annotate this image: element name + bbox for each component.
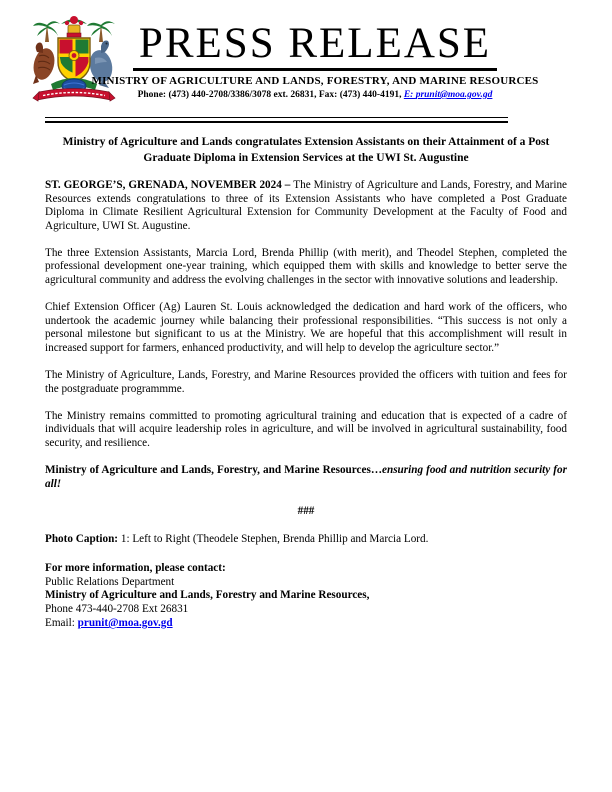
contact-ministry: Ministry of Agriculture and Lands, Forestry and Marine Resources, — [45, 589, 370, 602]
header-email-link[interactable]: prunit@moa.gov.gd — [415, 90, 493, 100]
contact-block — [45, 562, 567, 631]
press-release-title: PRESS RELEASE — [133, 22, 497, 71]
contact-phone: Phone 473-440-2708 Ext 26831 — [45, 603, 189, 616]
photo-caption-text: 1: Left to Right (Theodele Stephen, Brenda Phillip and Marcia Lord. — [118, 533, 429, 546]
header-divider-rule — [45, 117, 508, 123]
contact-email-link[interactable]: prunit@moa.gov.gd — [77, 616, 173, 629]
ministry-name-line: MINISTRY OF AGRICULTURE AND LANDS, FORESTRY, AND MARINE RESOURCES — [91, 75, 539, 87]
paragraph-2: The three Extension Assistants, Marcia Lord, Brenda Phillip (with merit), and Theodel Stephen, completed the professional development one-year training, which equipped them with skills and knowledge to better serve the agricultural community and address the evolving challenges in the sector with innovative solutions and leadership. — [45, 246, 567, 287]
letterhead — [45, 22, 585, 100]
paragraph-5: The Ministry remains committed to promoting agricultural training and education that is expected of a cadre of individuals that will acquire leadership roles in agriculture, and will be involved in agricultural sustainability, food security, and resilience. — [45, 409, 567, 449]
contact-email-line — [45, 617, 567, 631]
photo-caption-label: Photo Caption: — [45, 533, 119, 546]
paragraph-lead-text: The Ministry of Agriculture and Lands, Forestry, and Marine Resources extends congratulations to three of its Extension Assistants who have completed a Post Graduate Diploma in Climate Resilient Agricultural Extension for Community Development at the Faculty of Food and Agriculture, UWI St. Augustine. — [45, 179, 567, 232]
dateline: ST. GEORGE’S, GRENADA, NOVEMBER 2024 — [45, 179, 282, 191]
tagline-ministry: Ministry of Agriculture and Lands, Forestry, and Marine Resources… — [45, 464, 383, 476]
contact-email-label: Email: — [45, 616, 78, 629]
paragraph-lead — [45, 179, 567, 233]
phone-fax-text: Phone: (473) 440-2708/3386/3078 ext. 26831, Fax: (473) 440-4191, — [137, 90, 404, 100]
paragraph-3: Chief Extension Officer (Ag) Lauren St. Louis acknowledged the dedication and hard work of the officers, who undertook the academic journey while balancing their professional responsibilities. “This success is not only a personal milestone but significant to us at the Ministry. We are hopeful that this accomplishment will result in increased support for farmers, enhanced productivity, and will help to develop the agriculture sector.” — [45, 301, 567, 354]
article-headline: Ministry of Agriculture and Lands congratulates Extension Assistants on their Attainment of a Post Graduate Diploma in Extension Services at the UWI St. Augustine — [62, 136, 550, 164]
end-of-release-marker: ### — [297, 505, 315, 518]
contact-heading: For more information, please contact: — [45, 561, 226, 574]
tagline — [45, 464, 567, 491]
photo-caption — [45, 533, 567, 547]
dateline-separator: – — [281, 179, 294, 191]
contact-department: Public Relations Department — [45, 575, 175, 588]
letterhead-contact-line — [45, 90, 585, 100]
header-email-prefix: E: — [403, 90, 416, 100]
tagline-motto: ensuring food and nutrition security for all! — [45, 464, 567, 490]
article-body — [45, 134, 567, 631]
paragraph-4: The Ministry of Agriculture, Lands, Forestry, and Marine Resources provided the officers with tuition and fees for the postgraduate programmme. — [45, 369, 567, 395]
